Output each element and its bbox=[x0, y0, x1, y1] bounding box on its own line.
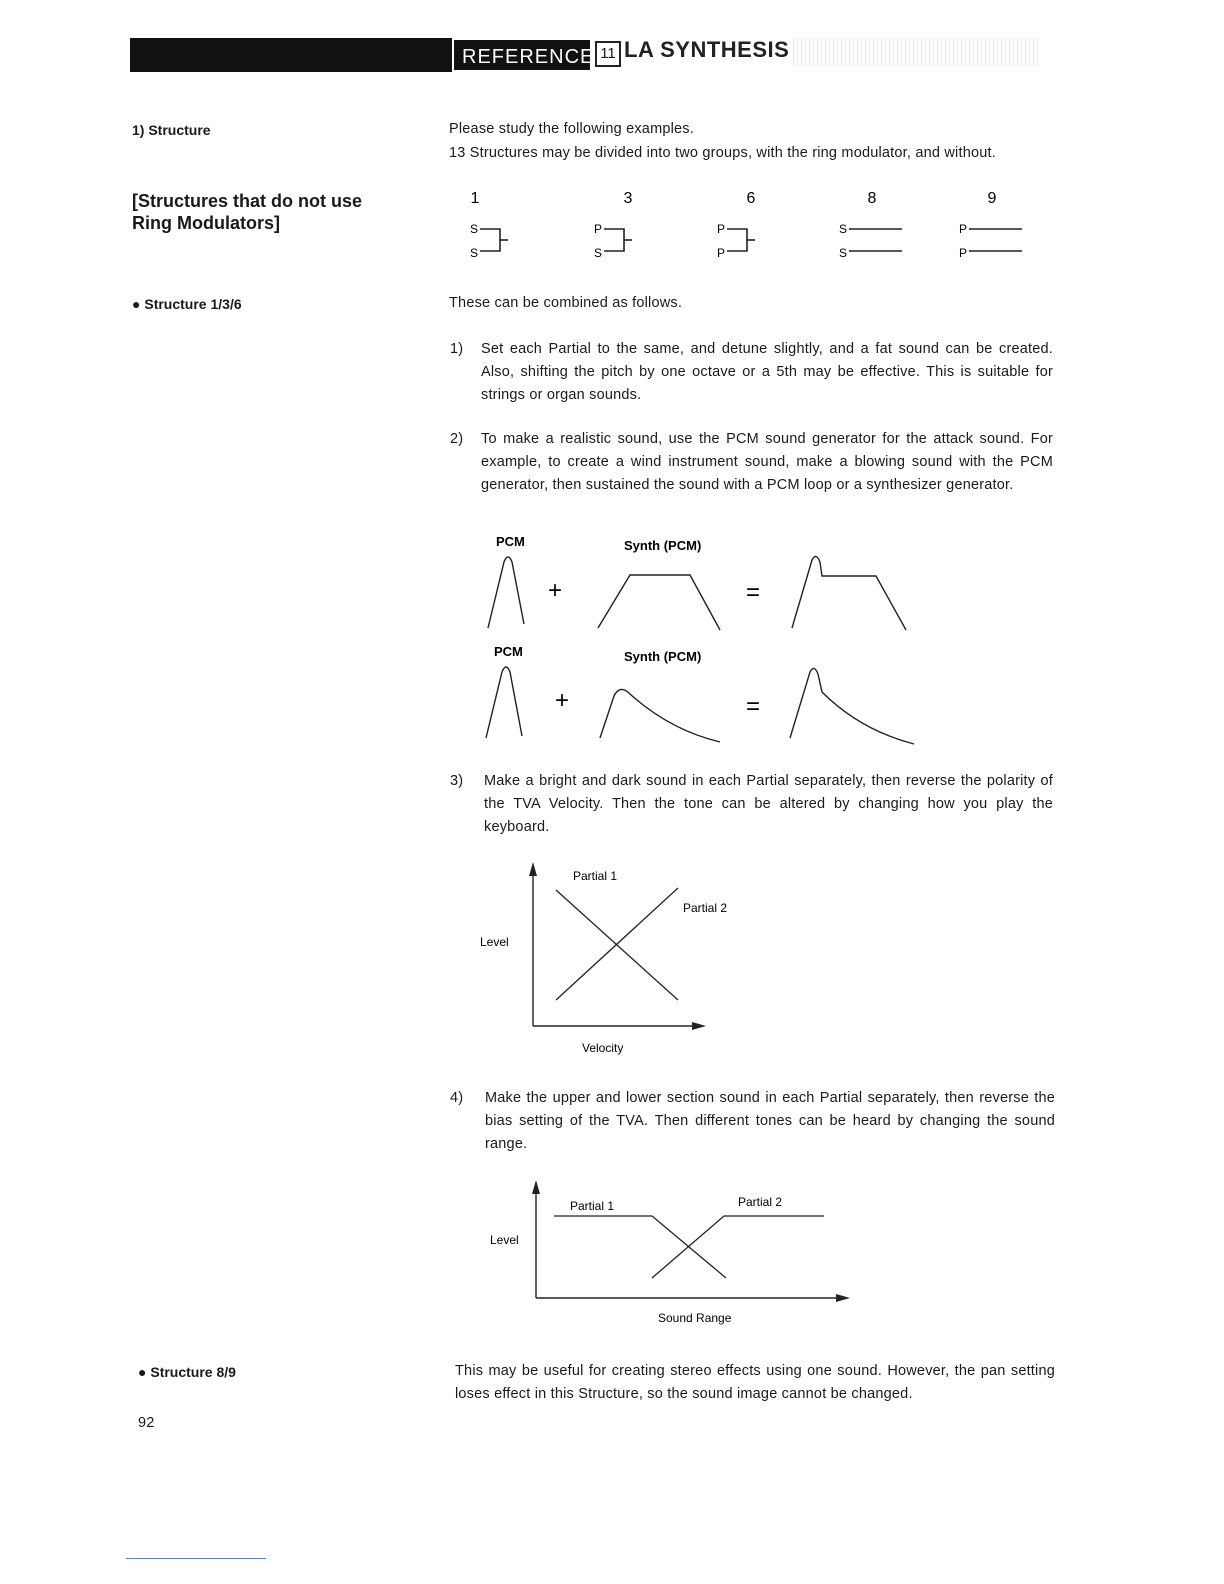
chapter-number: 11 bbox=[595, 41, 621, 67]
bottom-rule bbox=[126, 1558, 266, 1559]
intro-line-1: Please study the following examples. bbox=[449, 121, 694, 137]
structure-bottom: S bbox=[470, 246, 479, 260]
header-texture bbox=[790, 38, 1040, 66]
item-3-text: Make a bright and dark sound in each Partial separately, then reverse the polarity of the TVA Velocity. Then the tone can be altered by changing how you play the keyboard. bbox=[484, 773, 1053, 835]
result-envelope-1 bbox=[792, 556, 906, 630]
structure-top: S bbox=[839, 222, 848, 236]
structure-89-text: This may be useful for creating stereo effects using one sound. However, the pan setting loses effect in this Structure, so the sound image cannot be changed. bbox=[455, 1363, 1055, 1402]
item-3-number: 3) bbox=[450, 773, 464, 789]
range-graph bbox=[480, 1178, 860, 1328]
item-2-number: 2) bbox=[450, 431, 464, 447]
item-2-text: To make a realistic sound, use the PCM sound generator for the attack sound. For example, to create a wind instrument sound, make a blowing sound with the PCM generator, then sustained the sound with a PCM loop or a synthesizer generator. bbox=[481, 431, 1053, 493]
structure-top: S bbox=[470, 222, 479, 236]
item-4-number: 4) bbox=[450, 1090, 464, 1106]
partial-1-line bbox=[554, 1216, 726, 1278]
structure-top: P bbox=[717, 222, 726, 236]
structure-bottom: P bbox=[959, 246, 968, 260]
row1-left-label: PCM bbox=[496, 534, 525, 549]
bullet-label: Structure 8/9 bbox=[150, 1364, 236, 1380]
partial-1-label: Partial 1 bbox=[573, 869, 618, 883]
row2-right-label: Synth (PCM) bbox=[624, 649, 702, 664]
pcm-envelope-2 bbox=[486, 667, 522, 738]
synth-envelope-1 bbox=[598, 575, 720, 630]
equals-sign-1: = bbox=[745, 579, 761, 606]
structure-symbols bbox=[440, 185, 1060, 265]
velocity-axis-label: Velocity bbox=[582, 1041, 624, 1055]
pcm-envelope-1 bbox=[488, 557, 524, 628]
partial-2-label: Partial 2 bbox=[738, 1195, 783, 1209]
sound-range-axis-label: Sound Range bbox=[658, 1311, 732, 1325]
structure-9 bbox=[959, 190, 1022, 260]
row2-left-label: PCM bbox=[494, 644, 523, 659]
partial-2-label: Partial 2 bbox=[683, 901, 728, 915]
structure-number: 6 bbox=[746, 190, 756, 207]
structure-heading: 1) Structure bbox=[132, 122, 211, 138]
structure-number: 3 bbox=[623, 190, 633, 207]
bullet-structure-136: ● Structure 1/3/6 bbox=[132, 296, 242, 312]
structure-1 bbox=[470, 190, 508, 260]
structure-bottom: S bbox=[839, 246, 848, 260]
plus-sign-1: + bbox=[547, 577, 563, 604]
row1-right-label: Synth (PCM) bbox=[624, 538, 702, 553]
item-1-number: 1) bbox=[450, 341, 464, 357]
structure-number: 1 bbox=[470, 190, 480, 207]
intro-line-2: 13 Structures may be divided into two groups, with the ring modulator, and without. bbox=[449, 145, 996, 161]
bullet-label: Structure 1/3/6 bbox=[144, 296, 242, 312]
chapter-title: LA SYNTHESIS bbox=[624, 37, 790, 62]
plus-sign-2: + bbox=[554, 687, 570, 714]
structure-3 bbox=[594, 190, 633, 260]
synth-envelope-2 bbox=[600, 689, 720, 742]
group-heading: [Structures that do not use Ring Modulators] bbox=[132, 191, 363, 233]
structure-top: P bbox=[594, 222, 603, 236]
structure-6 bbox=[717, 190, 756, 260]
equals-sign-2: = bbox=[745, 693, 761, 720]
page-number: 92 bbox=[138, 1415, 155, 1431]
bullet-structure-89: ● Structure 8/9 bbox=[138, 1364, 236, 1380]
level-axis-label: Level bbox=[480, 935, 509, 949]
partial-2-line bbox=[652, 1216, 824, 1278]
item-1-text: Set each Partial to the same, and detune slightly, and a fat sound can be created. Also, shifting the pitch by one octave or a 5th may be effective. This is suitable for strings or organ sounds. bbox=[481, 341, 1053, 403]
structure-bottom: S bbox=[594, 246, 603, 260]
partial-1-label: Partial 1 bbox=[570, 1199, 615, 1213]
velocity-graph bbox=[470, 860, 730, 1060]
structure-number: 8 bbox=[867, 190, 877, 207]
result-envelope-2 bbox=[790, 668, 914, 744]
structure-number: 9 bbox=[987, 190, 997, 207]
structure-bottom: P bbox=[717, 246, 726, 260]
section-label: REFERENCE bbox=[452, 38, 604, 72]
structure-top: P bbox=[959, 222, 968, 236]
envelope-diagram bbox=[470, 530, 930, 755]
level-axis-label: Level bbox=[490, 1233, 519, 1247]
combined-intro: These can be combined as follows. bbox=[449, 295, 683, 311]
structure-8 bbox=[839, 190, 902, 260]
item-4-text: Make the upper and lower section sound in each Partial separately, then reverse the bias setting of the TVA. Then different tones can be heard by changing the sound range. bbox=[485, 1090, 1055, 1152]
